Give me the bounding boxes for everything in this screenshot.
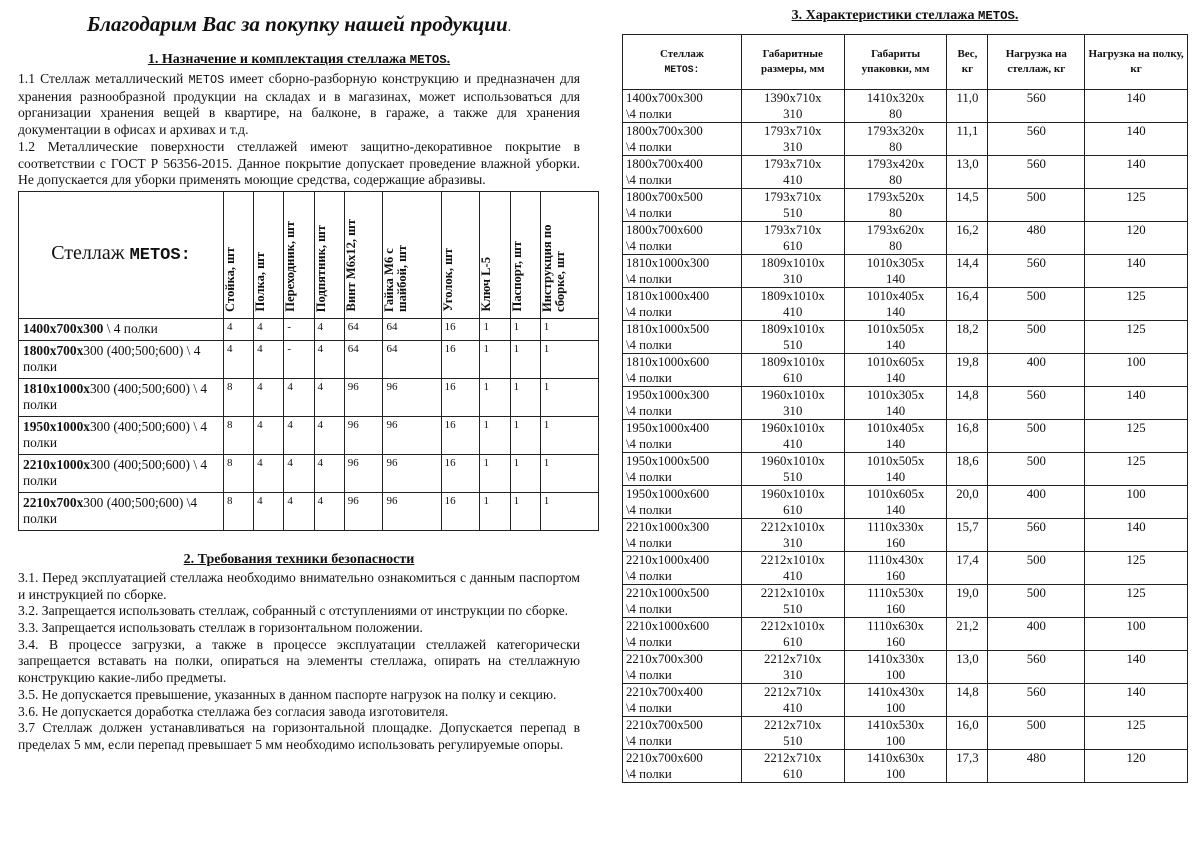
- spec-dims-cell: 2212х710х 410: [741, 684, 844, 717]
- spec-table-row: [623, 222, 1188, 255]
- spec-load-rack-cell: 400: [988, 486, 1085, 519]
- spec-load-shelf-cell: 140: [1085, 123, 1188, 156]
- spec-pack-cell: 1793х620х 80: [844, 222, 947, 255]
- spec-dims-cell: 2212х710х 610: [741, 750, 844, 783]
- kit-cell: 4: [254, 454, 284, 492]
- spec-load-shelf-cell: 125: [1085, 189, 1188, 222]
- safety-item: 3.6. Не допускается доработка стеллажа без согласия завода изготовителя.: [18, 703, 449, 719]
- kit-cell: 16: [441, 340, 480, 378]
- spec-table-row: [623, 288, 1188, 321]
- spec-dims-cell: 2212х1010х 610: [741, 618, 844, 651]
- spec-pack-cell: 1410х430х 100: [844, 684, 947, 717]
- kit-header-cell: Винт М6х12, шт: [344, 191, 383, 318]
- spec-pack-cell: 1010х605х 140: [844, 354, 947, 387]
- kit-cell: 4: [284, 492, 314, 530]
- spec-model-cell: 2210х700х300 \4 полки: [623, 651, 742, 684]
- spec-load-shelf-cell: 100: [1085, 486, 1188, 519]
- spec-load-rack-cell: 560: [988, 255, 1085, 288]
- kit-cell: 16: [441, 492, 480, 530]
- kit-cell: 4: [224, 340, 254, 378]
- spec-weight-cell: 18,2: [947, 321, 988, 354]
- page-title: Благодарим Вас за покупку нашей продукции.: [86, 12, 512, 36]
- kit-cell: 1: [540, 492, 598, 530]
- spec-dims-cell: 1793х710х 410: [741, 156, 844, 189]
- spec-pack-cell: 1010х505х 140: [844, 321, 947, 354]
- spec-header-cell: Габаритные размеры, мм: [741, 35, 844, 90]
- spec-load-shelf-cell: 140: [1085, 387, 1188, 420]
- spec-weight-cell: 14,5: [947, 189, 988, 222]
- section-2-title: 2. Требования техники безопасности: [183, 551, 415, 567]
- spec-pack-cell: 1010х305х 140: [844, 387, 947, 420]
- kit-cell: 1: [510, 454, 540, 492]
- spec-load-rack-cell: 500: [988, 420, 1085, 453]
- spec-weight-cell: 19,8: [947, 354, 988, 387]
- spec-weight-cell: 14,8: [947, 684, 988, 717]
- spec-table-row: [623, 519, 1188, 552]
- spec-weight-cell: 19,0: [947, 585, 988, 618]
- spec-load-rack-cell: 500: [988, 453, 1085, 486]
- kit-cell: 96: [383, 492, 441, 530]
- section-1-title: 1. Назначение и комплектация стеллажа METOS.: [147, 52, 451, 67]
- spec-pack-cell: 1110х630х 160: [844, 618, 947, 651]
- kit-cell: 64: [344, 318, 383, 340]
- spec-load-rack-cell: 500: [988, 717, 1085, 750]
- spec-load-shelf-cell: 120: [1085, 222, 1188, 255]
- spec-load-rack-cell: 500: [988, 552, 1085, 585]
- kit-cell: 64: [383, 340, 441, 378]
- kit-header-cell: Уголок, шт: [441, 191, 480, 318]
- kit-model-cell: 2210х1000х300 (400;500;600) \ 4 полки: [19, 454, 224, 492]
- kit-header-cell: Подпятник, шт: [314, 191, 344, 318]
- kit-cell: 16: [441, 318, 480, 340]
- kit-header-cell: Инструкция по сборке, шт: [540, 191, 598, 318]
- spec-load-shelf-cell: 125: [1085, 420, 1188, 453]
- kit-cell: 16: [441, 378, 480, 416]
- spec-table-row: [623, 90, 1188, 123]
- spec-load-shelf-cell: 140: [1085, 651, 1188, 684]
- left-column: [18, 8, 580, 754]
- kit-header-cell: Стойка, шт: [224, 191, 254, 318]
- kit-cell: 4: [314, 492, 344, 530]
- spec-model-cell: 1950х1000х300 \4 полки: [623, 387, 742, 420]
- spec-load-shelf-cell: 140: [1085, 519, 1188, 552]
- spec-table-row: [623, 156, 1188, 189]
- section-3-title: 3. Характеристики стеллажа METOS.: [791, 8, 1019, 23]
- spec-dims-cell: 1793х710х 610: [741, 222, 844, 255]
- spec-load-rack-cell: 560: [988, 387, 1085, 420]
- spec-dims-cell: 1960х1010х 310: [741, 387, 844, 420]
- spec-load-shelf-cell: 125: [1085, 585, 1188, 618]
- spec-pack-cell: 1410х530х 100: [844, 717, 947, 750]
- kit-cell: -: [284, 318, 314, 340]
- kit-header-cell: Переходник, шт: [284, 191, 314, 318]
- kit-cell: 4: [254, 318, 284, 340]
- kit-header-cell: Ключ L-5: [480, 191, 510, 318]
- spec-model-cell: 1800х700х400 \4 полки: [623, 156, 742, 189]
- kit-cell: 1: [540, 416, 598, 454]
- kit-cell: 4: [314, 416, 344, 454]
- spec-model-cell: 1800х700х500 \4 полки: [623, 189, 742, 222]
- kit-cell: 16: [441, 416, 480, 454]
- kit-model-cell: 2210х700х300 (400;500;600) \4 полки: [19, 492, 224, 530]
- kit-table-row: [19, 378, 599, 416]
- kit-cell: 4: [314, 454, 344, 492]
- kit-cell: 1: [480, 492, 510, 530]
- spec-load-shelf-cell: 140: [1085, 684, 1188, 717]
- spec-load-rack-cell: 400: [988, 354, 1085, 387]
- spec-load-rack-cell: 560: [988, 651, 1085, 684]
- spec-weight-cell: 21,2: [947, 618, 988, 651]
- spec-weight-cell: 14,4: [947, 255, 988, 288]
- spec-table-row: [623, 420, 1188, 453]
- spec-pack-cell: 1793х520х 80: [844, 189, 947, 222]
- spec-model-cell: 1800х700х600 \4 полки: [623, 222, 742, 255]
- spec-weight-cell: 16,0: [947, 717, 988, 750]
- kit-cell: 4: [254, 416, 284, 454]
- spec-dims-cell: 2212х1010х 510: [741, 585, 844, 618]
- spec-model-cell: 1810х1000х300 \4 полки: [623, 255, 742, 288]
- spec-dims-cell: 2212х710х 310: [741, 651, 844, 684]
- kit-cell: 1: [510, 378, 540, 416]
- spec-pack-cell: 1110х430х 160: [844, 552, 947, 585]
- spec-header-cell: Нагрузка на полку, кг: [1085, 35, 1188, 90]
- spec-table-row: [623, 255, 1188, 288]
- spec-load-rack-cell: 480: [988, 222, 1085, 255]
- spec-table-row: [623, 684, 1188, 717]
- spec-dims-cell: 1960х1010х 410: [741, 420, 844, 453]
- spec-dims-cell: 1809х1010х 310: [741, 255, 844, 288]
- safety-item: 3.3. Запрещается использовать стеллаж в горизонтальном положении.: [18, 620, 423, 636]
- spec-load-rack-cell: 400: [988, 618, 1085, 651]
- kit-table: [18, 191, 599, 531]
- right-column: [622, 8, 1188, 783]
- kit-cell: 1: [480, 378, 510, 416]
- safety-item: 3.4. В процессе загрузки, а также в процессе эксплуатации стеллажей категорически запрещается вставать на полки, опираться на элементы стеллажа, опирать на стеллажную конструкцию какие-либо предметы.: [18, 636, 580, 686]
- kit-table-corner-cell: Стеллаж METOS:: [19, 191, 224, 318]
- kit-cell: 8: [224, 454, 254, 492]
- spec-table-row: [623, 651, 1188, 684]
- spec-model-cell: 2210х1000х600 \4 полки: [623, 618, 742, 651]
- kit-cell: 96: [344, 416, 383, 454]
- kit-cell: 4: [284, 416, 314, 454]
- spec-table-row: [623, 618, 1188, 651]
- spec-weight-cell: 18,6: [947, 453, 988, 486]
- kit-table-row: [19, 416, 599, 454]
- spec-load-rack-cell: 560: [988, 90, 1085, 123]
- kit-cell: 4: [284, 378, 314, 416]
- spec-pack-cell: 1010х405х 140: [844, 288, 947, 321]
- spec-table-row: [623, 123, 1188, 156]
- spec-dims-cell: 1809х1010х 510: [741, 321, 844, 354]
- spec-pack-cell: 1410х320х 80: [844, 90, 947, 123]
- spec-pack-cell: 1010х405х 140: [844, 420, 947, 453]
- kit-cell: 1: [540, 454, 598, 492]
- safety-item: 3.5. Не допускается превышение, указанных в данном паспорте нагрузок на полку и секцию.: [18, 686, 557, 702]
- spec-pack-cell: 1110х530х 160: [844, 585, 947, 618]
- section-1-paragraph-1: 1.1 Стеллаж металлический METOS имеет сборно-разборную конструкцию и предназначен для хранения разнообразной продукции на складах и в магазинах, может использоваться для организации хранения вещей в квартире, на балконе, в гараже, а также для хранения документации в офисах и архивах и т.д.: [18, 71, 580, 138]
- kit-header-cell: Полка, шт: [254, 191, 284, 318]
- kit-cell: 1: [480, 454, 510, 492]
- spec-load-shelf-cell: 125: [1085, 321, 1188, 354]
- kit-cell: 1: [480, 340, 510, 378]
- spec-model-cell: 2210х700х400 \4 полки: [623, 684, 742, 717]
- spec-weight-cell: 20,0: [947, 486, 988, 519]
- spec-model-cell: 2210х1000х500 \4 полки: [623, 585, 742, 618]
- spec-load-rack-cell: 500: [988, 189, 1085, 222]
- spec-dims-cell: 1809х1010х 610: [741, 354, 844, 387]
- spec-model-cell: 1810х1000х600 \4 полки: [623, 354, 742, 387]
- kit-cell: 96: [383, 416, 441, 454]
- spec-load-shelf-cell: 140: [1085, 156, 1188, 189]
- spec-load-rack-cell: 560: [988, 123, 1085, 156]
- spec-load-rack-cell: 560: [988, 684, 1085, 717]
- spec-load-rack-cell: 500: [988, 321, 1085, 354]
- spec-load-shelf-cell: 125: [1085, 288, 1188, 321]
- spec-model-cell: 2210х1000х300 \4 полки: [623, 519, 742, 552]
- spec-table: [622, 34, 1188, 783]
- spec-load-rack-cell: 500: [988, 288, 1085, 321]
- kit-cell: 4: [314, 340, 344, 378]
- spec-weight-cell: 14,8: [947, 387, 988, 420]
- spec-table-row: [623, 486, 1188, 519]
- kit-model-cell: 1950х1000х300 (400;500;600) \ 4 полки: [19, 416, 224, 454]
- spec-model-cell: 1950х1000х400 \4 полки: [623, 420, 742, 453]
- spec-pack-cell: 1410х630х 100: [844, 750, 947, 783]
- spec-dims-cell: 1390х710х 310: [741, 90, 844, 123]
- kit-cell: 1: [480, 416, 510, 454]
- spec-load-rack-cell: 560: [988, 519, 1085, 552]
- kit-cell: 1: [540, 340, 598, 378]
- kit-cell: 64: [344, 340, 383, 378]
- spec-table-row: [623, 585, 1188, 618]
- spec-pack-cell: 1010х305х 140: [844, 255, 947, 288]
- spec-dims-cell: 2212х1010х 410: [741, 552, 844, 585]
- kit-table-row: [19, 492, 599, 530]
- spec-model-cell: 1400х700х300 \4 полки: [623, 90, 742, 123]
- kit-cell: 4: [284, 454, 314, 492]
- kit-table-header-row: [19, 191, 599, 318]
- spec-table-row: [623, 453, 1188, 486]
- spec-dims-cell: 1809х1010х 410: [741, 288, 844, 321]
- kit-table-row: [19, 454, 599, 492]
- spec-load-rack-cell: 500: [988, 585, 1085, 618]
- spec-model-cell: 2210х1000х400 \4 полки: [623, 552, 742, 585]
- kit-cell: -: [284, 340, 314, 378]
- kit-cell: 1: [510, 416, 540, 454]
- kit-cell: 96: [344, 454, 383, 492]
- kit-header-cell: Гайка М6 с шайбой, шт: [383, 191, 441, 318]
- kit-cell: 1: [510, 492, 540, 530]
- kit-table-row: [19, 318, 599, 340]
- spec-table-header-row: [623, 35, 1188, 90]
- kit-cell: 4: [254, 378, 284, 416]
- kit-cell: 1: [510, 340, 540, 378]
- kit-header-cell: Паспорт, шт: [510, 191, 540, 318]
- kit-cell: 96: [383, 378, 441, 416]
- kit-cell: 1: [480, 318, 510, 340]
- kit-cell: 4: [314, 318, 344, 340]
- spec-load-shelf-cell: 100: [1085, 618, 1188, 651]
- spec-model-cell: 2210х700х600 \4 полки: [623, 750, 742, 783]
- spec-load-shelf-cell: 100: [1085, 354, 1188, 387]
- spec-dims-cell: 1960х1010х 510: [741, 453, 844, 486]
- spec-weight-cell: 17,3: [947, 750, 988, 783]
- spec-pack-cell: 1110х330х 160: [844, 519, 947, 552]
- spec-table-row: [623, 189, 1188, 222]
- spec-header-cell: Вес, кг: [947, 35, 988, 90]
- kit-cell: 8: [224, 378, 254, 416]
- kit-table-row: [19, 340, 599, 378]
- spec-table-row: [623, 717, 1188, 750]
- spec-load-shelf-cell: 140: [1085, 255, 1188, 288]
- kit-cell: 4: [314, 378, 344, 416]
- spec-model-cell: 1950х1000х500 \4 полки: [623, 453, 742, 486]
- safety-item: 3.7 Стеллаж должен устанавливаться на горизонтальной площадке. Допускается перепад в пределах 5 мм, если перепад превышает 5 мм необходимо использовать регулируемые опоры.: [18, 720, 580, 752]
- spec-weight-cell: 13,0: [947, 651, 988, 684]
- spec-model-cell: 2210х700х500 \4 полки: [623, 717, 742, 750]
- kit-cell: 96: [344, 492, 383, 530]
- section-1-paragraph-2: 1.2 Металлические поверхности стеллажей имеют защитно-декоративное покрытие в соответствии с ГОСТ Р 56356-2015. Данное покрытие допускает проведение влажной уборки. Не допускается для уборки применять моющие средства, содержащие абразивы.: [18, 138, 580, 188]
- spec-header-cell: Габариты упаковки, мм: [844, 35, 947, 90]
- spec-model-cell: 1810х1000х500 \4 полки: [623, 321, 742, 354]
- spec-dims-cell: 1793х710х 510: [741, 189, 844, 222]
- spec-weight-cell: 16,8: [947, 420, 988, 453]
- spec-header-cell: Нагрузка на стеллаж, кг: [988, 35, 1085, 90]
- kit-cell: 4: [224, 318, 254, 340]
- spec-table-row: [623, 552, 1188, 585]
- spec-load-rack-cell: 480: [988, 750, 1085, 783]
- kit-cell: 1: [540, 318, 598, 340]
- kit-model-cell: 1400х700х300 \ 4 полки: [19, 318, 224, 340]
- spec-dims-cell: 2212х1010х 310: [741, 519, 844, 552]
- spec-weight-cell: 11,0: [947, 90, 988, 123]
- spec-pack-cell: 1793х320х 80: [844, 123, 947, 156]
- spec-load-shelf-cell: 140: [1085, 90, 1188, 123]
- spec-load-shelf-cell: 125: [1085, 552, 1188, 585]
- spec-model-cell: 1800х700х300 \4 полки: [623, 123, 742, 156]
- spec-weight-cell: 16,4: [947, 288, 988, 321]
- spec-model-cell: 1810х1000х400 \4 полки: [623, 288, 742, 321]
- kit-cell: 8: [224, 416, 254, 454]
- safety-item: 3.2. Запрещается использовать стеллаж, собранный с отступлениями от инструкции по сборке.: [18, 603, 569, 619]
- kit-cell: 4: [254, 340, 284, 378]
- spec-weight-cell: 17,4: [947, 552, 988, 585]
- kit-cell: 96: [344, 378, 383, 416]
- spec-dims-cell: 1960х1010х 610: [741, 486, 844, 519]
- spec-dims-cell: 1793х710х 310: [741, 123, 844, 156]
- kit-cell: 4: [254, 492, 284, 530]
- kit-model-cell: 1800х700х300 (400;500;600) \ 4 полки: [19, 340, 224, 378]
- spec-table-row: [623, 321, 1188, 354]
- spec-weight-cell: 16,2: [947, 222, 988, 255]
- safety-item: 3.1. Перед эксплуатацией стеллажа необходимо внимательно ознакомиться с данным паспортом и инструкцией по сборке.: [18, 569, 580, 602]
- kit-model-cell: 1810х1000х300 (400;500;600) \ 4 полки: [19, 378, 224, 416]
- spec-table-row: [623, 750, 1188, 783]
- spec-weight-cell: 11,1: [947, 123, 988, 156]
- spec-pack-cell: 1010х605х 140: [844, 486, 947, 519]
- kit-cell: 64: [383, 318, 441, 340]
- spec-load-shelf-cell: 120: [1085, 750, 1188, 783]
- spec-table-row: [623, 354, 1188, 387]
- spec-load-shelf-cell: 125: [1085, 717, 1188, 750]
- spec-weight-cell: 13,0: [947, 156, 988, 189]
- kit-cell: 16: [441, 454, 480, 492]
- kit-cell: 96: [383, 454, 441, 492]
- kit-cell: 1: [540, 378, 598, 416]
- kit-cell: 1: [510, 318, 540, 340]
- spec-load-shelf-cell: 125: [1085, 453, 1188, 486]
- spec-model-cell: 1950х1000х600 \4 полки: [623, 486, 742, 519]
- kit-cell: 8: [224, 492, 254, 530]
- spec-weight-cell: 15,7: [947, 519, 988, 552]
- spec-pack-cell: 1010х505х 140: [844, 453, 947, 486]
- spec-pack-cell: 1410х330х 100: [844, 651, 947, 684]
- spec-dims-cell: 2212х710х 510: [741, 717, 844, 750]
- spec-table-row: [623, 387, 1188, 420]
- spec-header-cell: Стеллаж METOS:: [623, 35, 742, 90]
- spec-load-rack-cell: 560: [988, 156, 1085, 189]
- spec-pack-cell: 1793х420х 80: [844, 156, 947, 189]
